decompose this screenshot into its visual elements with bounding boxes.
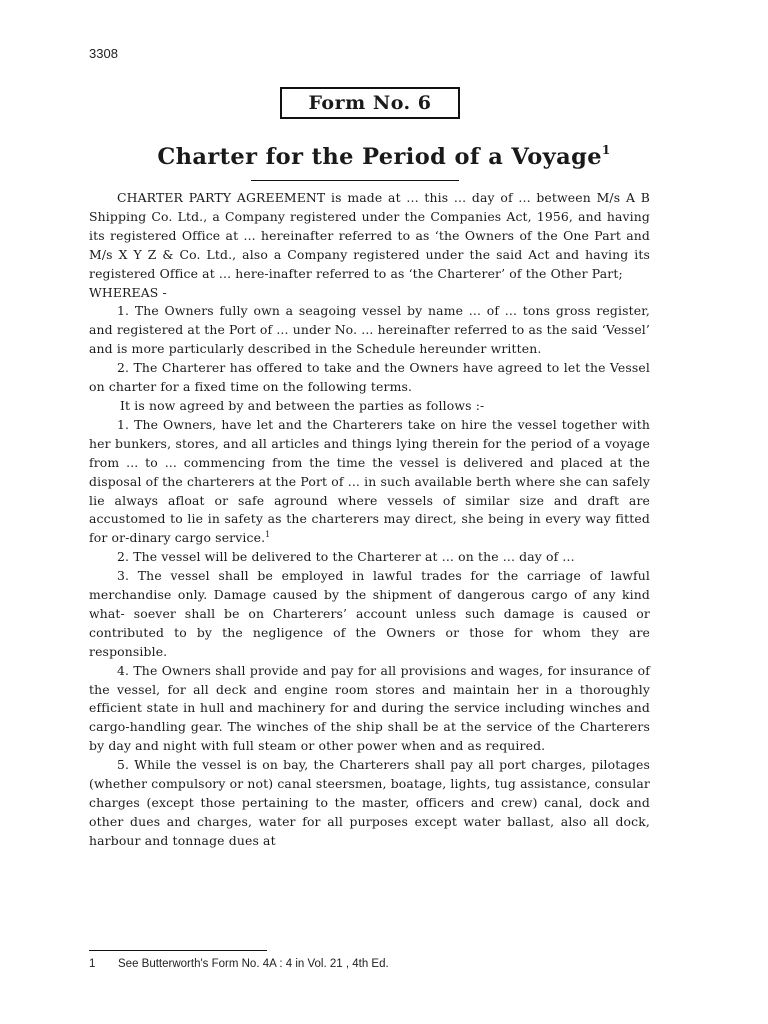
clause-1-footnote-marker: 1 <box>265 530 271 540</box>
agreed-statement: It is now agreed by and between the parties as follows :- <box>120 397 485 413</box>
footnote <box>89 958 389 970</box>
clause-1 <box>89 416 650 548</box>
form-label: Form No. 6 <box>308 92 432 114</box>
intro-paragraph: CHARTER PARTY AGREEMENT is made at ... this ... day of ... between M/s A B Shipping Co. Ltd., a Company registered under the Companies Act, 1956, and having its registered Office at ... hereinafter referred to as ‘the Owners of the One Part and M/s X Y Z & Co. Ltd., also a Company registered under the said Act and having its registered Office at ... here-inafter referred to as ‘the Charterer’ of the Other Part; <box>89 190 650 281</box>
recital-1: 1. The Owners fully own a seagoing vessel by name ... of ... tons gross register, and registered at the Port of ... under No. ... hereinafter referred to as the said ‘Vessel’ and is more particularly described in the Schedule hereunder written. <box>89 303 650 357</box>
clause-5: 5. While the vessel is on bay, the Charterers shall pay all port charges, pilotages (whether compulsory or not) canal steersmen, boatage, lights, tug assistance, consular charges (except those pertaining to the master, officers and crew) canal, dock and other dues and charges, water for all purposes except water ballast, also all dock, harbour and tonnage dues at <box>89 757 650 848</box>
footnote-text: See Butterworth's Form No. 4A : 4 in Vol. 21 , 4th Ed. <box>118 958 389 970</box>
page-number: 3308 <box>89 46 118 61</box>
title-underline <box>251 180 459 181</box>
clause-4: 4. The Owners shall provide and pay for all provisions and wages, for insurance of the vessel, for all deck and engine room stores and maintain her in a thoroughly efficient state in hull and machinery for and during the service including winches and cargo-handling gear. The winches of the ship shall be at the service of the Charterers by day and night with full steam or other power when and as required. <box>89 662 650 754</box>
clause-1-text: 1. The Owners, have let and the Charterers take on hire the vessel together with her bunkers, stores, and all articles and things lying therein for the period of a voyage from ... to ... commencing from the time the vessel is delivered and placed at the disposal of the charterers at the Port of ... in such available berth where she can safely lie always afloat or safe aground where vessels of similar size and draft are accustomed to lie in safety as the charterers may direct, she being in every way fitted for or-dinary cargo service. <box>89 416 650 546</box>
clause-3: 3. The vessel shall be employed in lawful trades for the carriage of lawful merchandise only. Damage caused by the shipment of dangerous cargo of any kind what- soever shall be on Charterers’ account unless such damage is caused or contributed to by the negligence of the Owners or those for whom they are responsible. <box>89 568 650 659</box>
clause-2: 2. The vessel will be delivered to the Charterer at ... on the ... day of ... <box>117 549 575 565</box>
footnote-number: 1 <box>89 958 96 970</box>
title-text: Charter for the Period of a Voyage <box>157 144 602 170</box>
title-footnote-marker: 1 <box>601 143 611 157</box>
whereas-heading: WHEREAS - <box>89 284 167 300</box>
agreement-body <box>89 189 650 851</box>
footnote-divider <box>89 950 267 951</box>
recital-2: 2. The Charterer has offered to take and the Owners have agreed to let the Vessel on charter for a fixed time on the following terms. <box>89 360 650 395</box>
document-title <box>0 143 768 170</box>
form-label-box <box>280 87 460 119</box>
